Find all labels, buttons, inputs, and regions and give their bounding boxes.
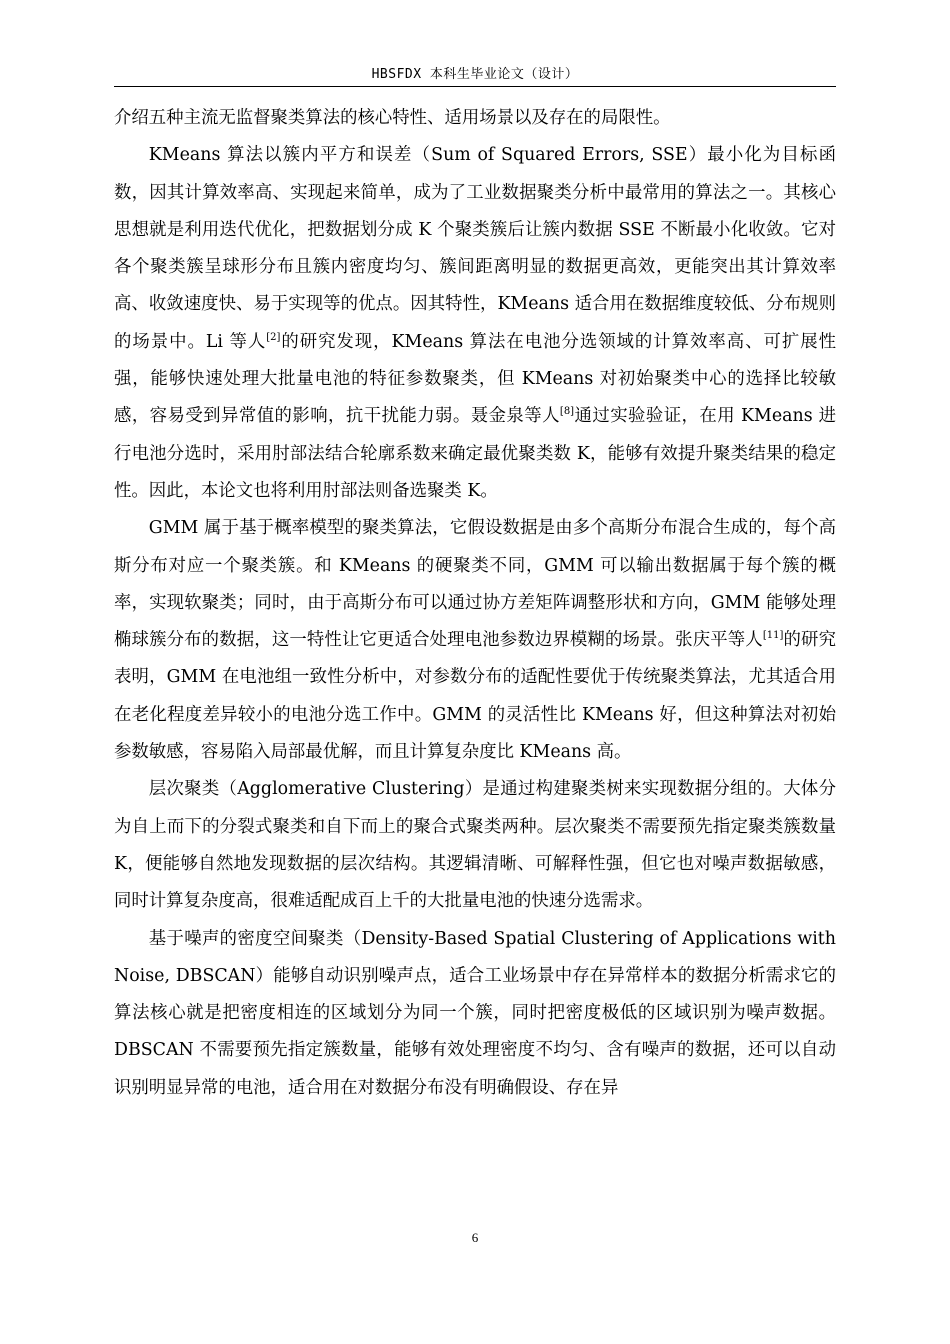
body-text	[114, 100, 836, 1107]
running-header: HBSFDX 本科生毕业论文（设计）	[371, 67, 579, 82]
paragraph-intro-continuation: 介绍五种主流无监督聚类算法的核心特性、适用场景以及存在的局限性。	[114, 108, 671, 128]
paragraph-gmm	[114, 510, 836, 771]
paragraph-hierarchical: 层次聚类（Agglomerative Clustering）是通过构建聚类树来实现数据分组的。大体分为自上而下的分裂式聚类和自下而上的聚合式聚类两种。层次聚类不需要预先指定聚类簇数量 K，便能够自然地发现数据的层次结构。其逻辑清晰、可解释性强，但它也对噪声数据敏感，同时计算复杂度高，很难适配成百上千的大批量电池的快速分选需求。	[114, 779, 836, 912]
paragraph-kmeans-part-1: KMeans 算法以簇内平方和误差（Sum of Squared Errors, SSE）最小化为目标函数，因其计算效率高、实现起来简单，成为了工业数据聚类分析中最常用的算法之一。其核心思想就是利用迭代优化，把数据划分成 K 个聚类簇后让簇内数据 SSE 不断最小化收敛。它对各个聚类簇呈球形分布且簇内密度均匀、簇间距离明显的数据更高效，更能突出其计算效率高、收敛速度快、易于实现等的优点。因其特性，KMeans 适合用在数据维度较低、分布规则的场景中。Li 等人	[114, 145, 836, 352]
header-divider	[114, 86, 836, 87]
citation-11[interactable]: [11]	[762, 630, 784, 642]
citation-2[interactable]: [2]	[266, 331, 281, 343]
paragraph-gmm-part-1: GMM 属于基于概率模型的聚类算法，它假设数据是由多个高斯分布混合生成的，每个高斯分布对应一个聚类簇。和 KMeans 的硬聚类不同，GMM 可以输出数据属于每个簇的概率，实现软聚类；同时，由于高斯分布可以通过协方差矩阵调整形状和方向，GMM 能够处理椭球簇分布的数据，这一特性让它更适合处理电池参数边界模糊的场景。张庆平等人	[114, 518, 836, 651]
paragraph-gmm-part-2: 的研究表明，GMM 在电池组一致性分析中，对参数分布的适配性要优于传统聚类算法，尤其适合用在老化程度差异较小的电池分选工作中。GMM 的灵活性比 KMeans 好，但这种算法对初始参数敏感，容易陷入局部最优解，而且计算复杂度比 KMeans 高。	[114, 630, 836, 763]
citation-8[interactable]: [8]	[559, 406, 575, 418]
page-number: 6	[471, 1230, 479, 1245]
paragraph-kmeans	[114, 137, 836, 510]
paragraph-kmeans-part-3: 通过实验验证，在用 KMeans 进行电池分选时，采用肘部法结合轮廓系数来确定最优聚类数 K，能够有效提升聚类结果的稳定性。因此，本论文也将利用肘部法则备选聚类 K。	[114, 406, 836, 501]
paragraph-dbscan: 基于噪声的密度空间聚类（Density-Based Spatial Clustering of Applications with Noise, DBSCAN）能够自动识别噪声点，适合工业场景中存在异常样本的数据分析需求它的算法核心就是把密度相连的区域划分为同一个簇，同时把密度极低的区域识别为噪声数据。DBSCAN 不需要预先指定簇数量，能够有效处理密度不均匀、含有噪声的数据，还可以自动识别明显异常的电池，适合用在对数据分布没有明确假设、存在异	[114, 928, 836, 1098]
paragraph-kmeans-part-2: 的研究发现，KMeans 算法在电池分选领域的计算效率高、可扩展性强，能够快速处理大批量电池的特征参数聚类，但 KMeans 对初始聚类中心的选择比较敏感，容易受到异常值的影响，抗干扰能力弱。聂金泉等人	[114, 331, 836, 427]
